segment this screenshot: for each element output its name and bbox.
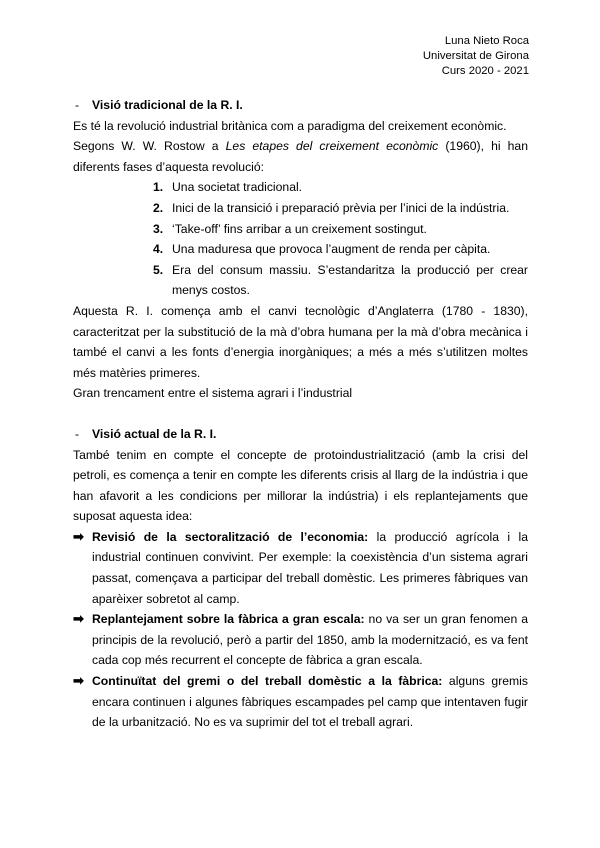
rostow-text-pre: Segons W. W. Rostow a xyxy=(73,139,226,154)
list-item-text: no va ser un gran fenomen a principis de la revolució, però a partir del 1850, amb la modernització, es va fent cada cop més recurrent el concepte de fàbrica a gran escala. xyxy=(92,612,528,668)
list-item-text: Una societat tradicional. xyxy=(172,180,303,195)
arrow-icon: ➡ xyxy=(73,528,84,544)
document-header xyxy=(423,34,529,79)
paragraph-england: Aquesta R. I. comença amb el canvi tecnològic d’Anglaterra (1780 - 1830), caracteritzat per la substitució de la mà d’obra humana per la mà d’obra mecànica i també el canvi a les fonts d’energia inorgàniques; a més a més s’utilitzen moltes més matèries primeres. xyxy=(73,303,528,380)
list-item-text: ‘Take-off’ fins arribar a un creixement sostingut. xyxy=(172,221,427,236)
university-name: Universitat de Girona xyxy=(422,50,529,62)
list-item-lead: Continuïtat del gremi o del treball domèstic a la fàbrica: xyxy=(92,674,443,689)
section-heading-current xyxy=(73,424,528,445)
list-item xyxy=(73,527,528,609)
section-title: Visió tradicional de la R. I. xyxy=(92,98,243,112)
arrow-list xyxy=(73,527,528,733)
arrow-icon: ➡ xyxy=(73,611,84,627)
list-number: 5. xyxy=(153,262,164,277)
list-item xyxy=(73,260,528,301)
list-number: 2. xyxy=(153,200,164,215)
list-item-lead: Replantejament sobre la fàbrica a gran escala: xyxy=(92,612,365,627)
section-spacer xyxy=(73,404,528,424)
list-item xyxy=(73,239,528,260)
list-item-text: Inici de la transició i preparació prèvia per l’inici de la indústria. xyxy=(172,200,510,215)
list-number: 3. xyxy=(153,221,164,236)
list-item-text: la producció agrícola i la industrial continuen convivint. Per exemple: la coexistència d’un sistema agrari passat, començava a participar del treball domèstic. Les primeres fàbriques van aparèixer sobretot al camp. xyxy=(92,529,528,606)
section-title: Visió actual de la R. I. xyxy=(92,426,217,441)
paragraph-rostow xyxy=(73,136,528,177)
phases-list xyxy=(73,177,528,301)
list-item xyxy=(73,177,528,198)
document-body xyxy=(73,95,528,733)
list-item-lead: Revisió de la sectoralització de l’economia: xyxy=(92,529,369,544)
list-item xyxy=(73,609,528,671)
list-item xyxy=(73,671,528,733)
paragraph-break: Gran trencament entre el sistema agrari i l’industrial xyxy=(73,386,353,401)
list-item-text: Una maduresa que provoca l’augment de renda per càpita. xyxy=(172,242,491,257)
list-item xyxy=(73,219,528,240)
section-heading-traditional xyxy=(73,95,528,116)
list-item-text: Era del consum massiu. S’estandaritza la producció per crear menys costos. xyxy=(172,262,528,298)
author-name: Luna Nieto Roca xyxy=(444,35,529,47)
book-title: Les etapes del creixement econòmic xyxy=(225,139,439,154)
section-bullet: - xyxy=(75,98,80,112)
section-bullet: - xyxy=(75,426,80,441)
course-year: Curs 2020 - 2021 xyxy=(441,65,529,77)
paragraph-protoindustrialization: També tenim en compte el concepte de protoindustrialització (amb la crisi del petroli, es comença a tenir en compte les diferents crisis al llarg de la indústria i que han afavorit a les condicions per millorar la indústria) i els replantejaments que suposat aquesta idea: xyxy=(73,447,528,524)
list-number: 1. xyxy=(153,180,164,195)
rostow-text-post: (1960), hi han diferents fases d’aquesta revolució: xyxy=(73,139,528,174)
paragraph-intro: Es té la revolució industrial britànica com a paradigma del creixement econòmic. xyxy=(73,118,507,133)
arrow-icon: ➡ xyxy=(73,673,84,689)
list-number: 4. xyxy=(153,242,164,257)
list-item xyxy=(73,198,528,219)
list-item-text: alguns gremis encara continuen i algunes fàbriques escampades pel camp que intentaven fugir de la urbanització. No es va suprimir del tot el treball agrari. xyxy=(92,674,528,730)
